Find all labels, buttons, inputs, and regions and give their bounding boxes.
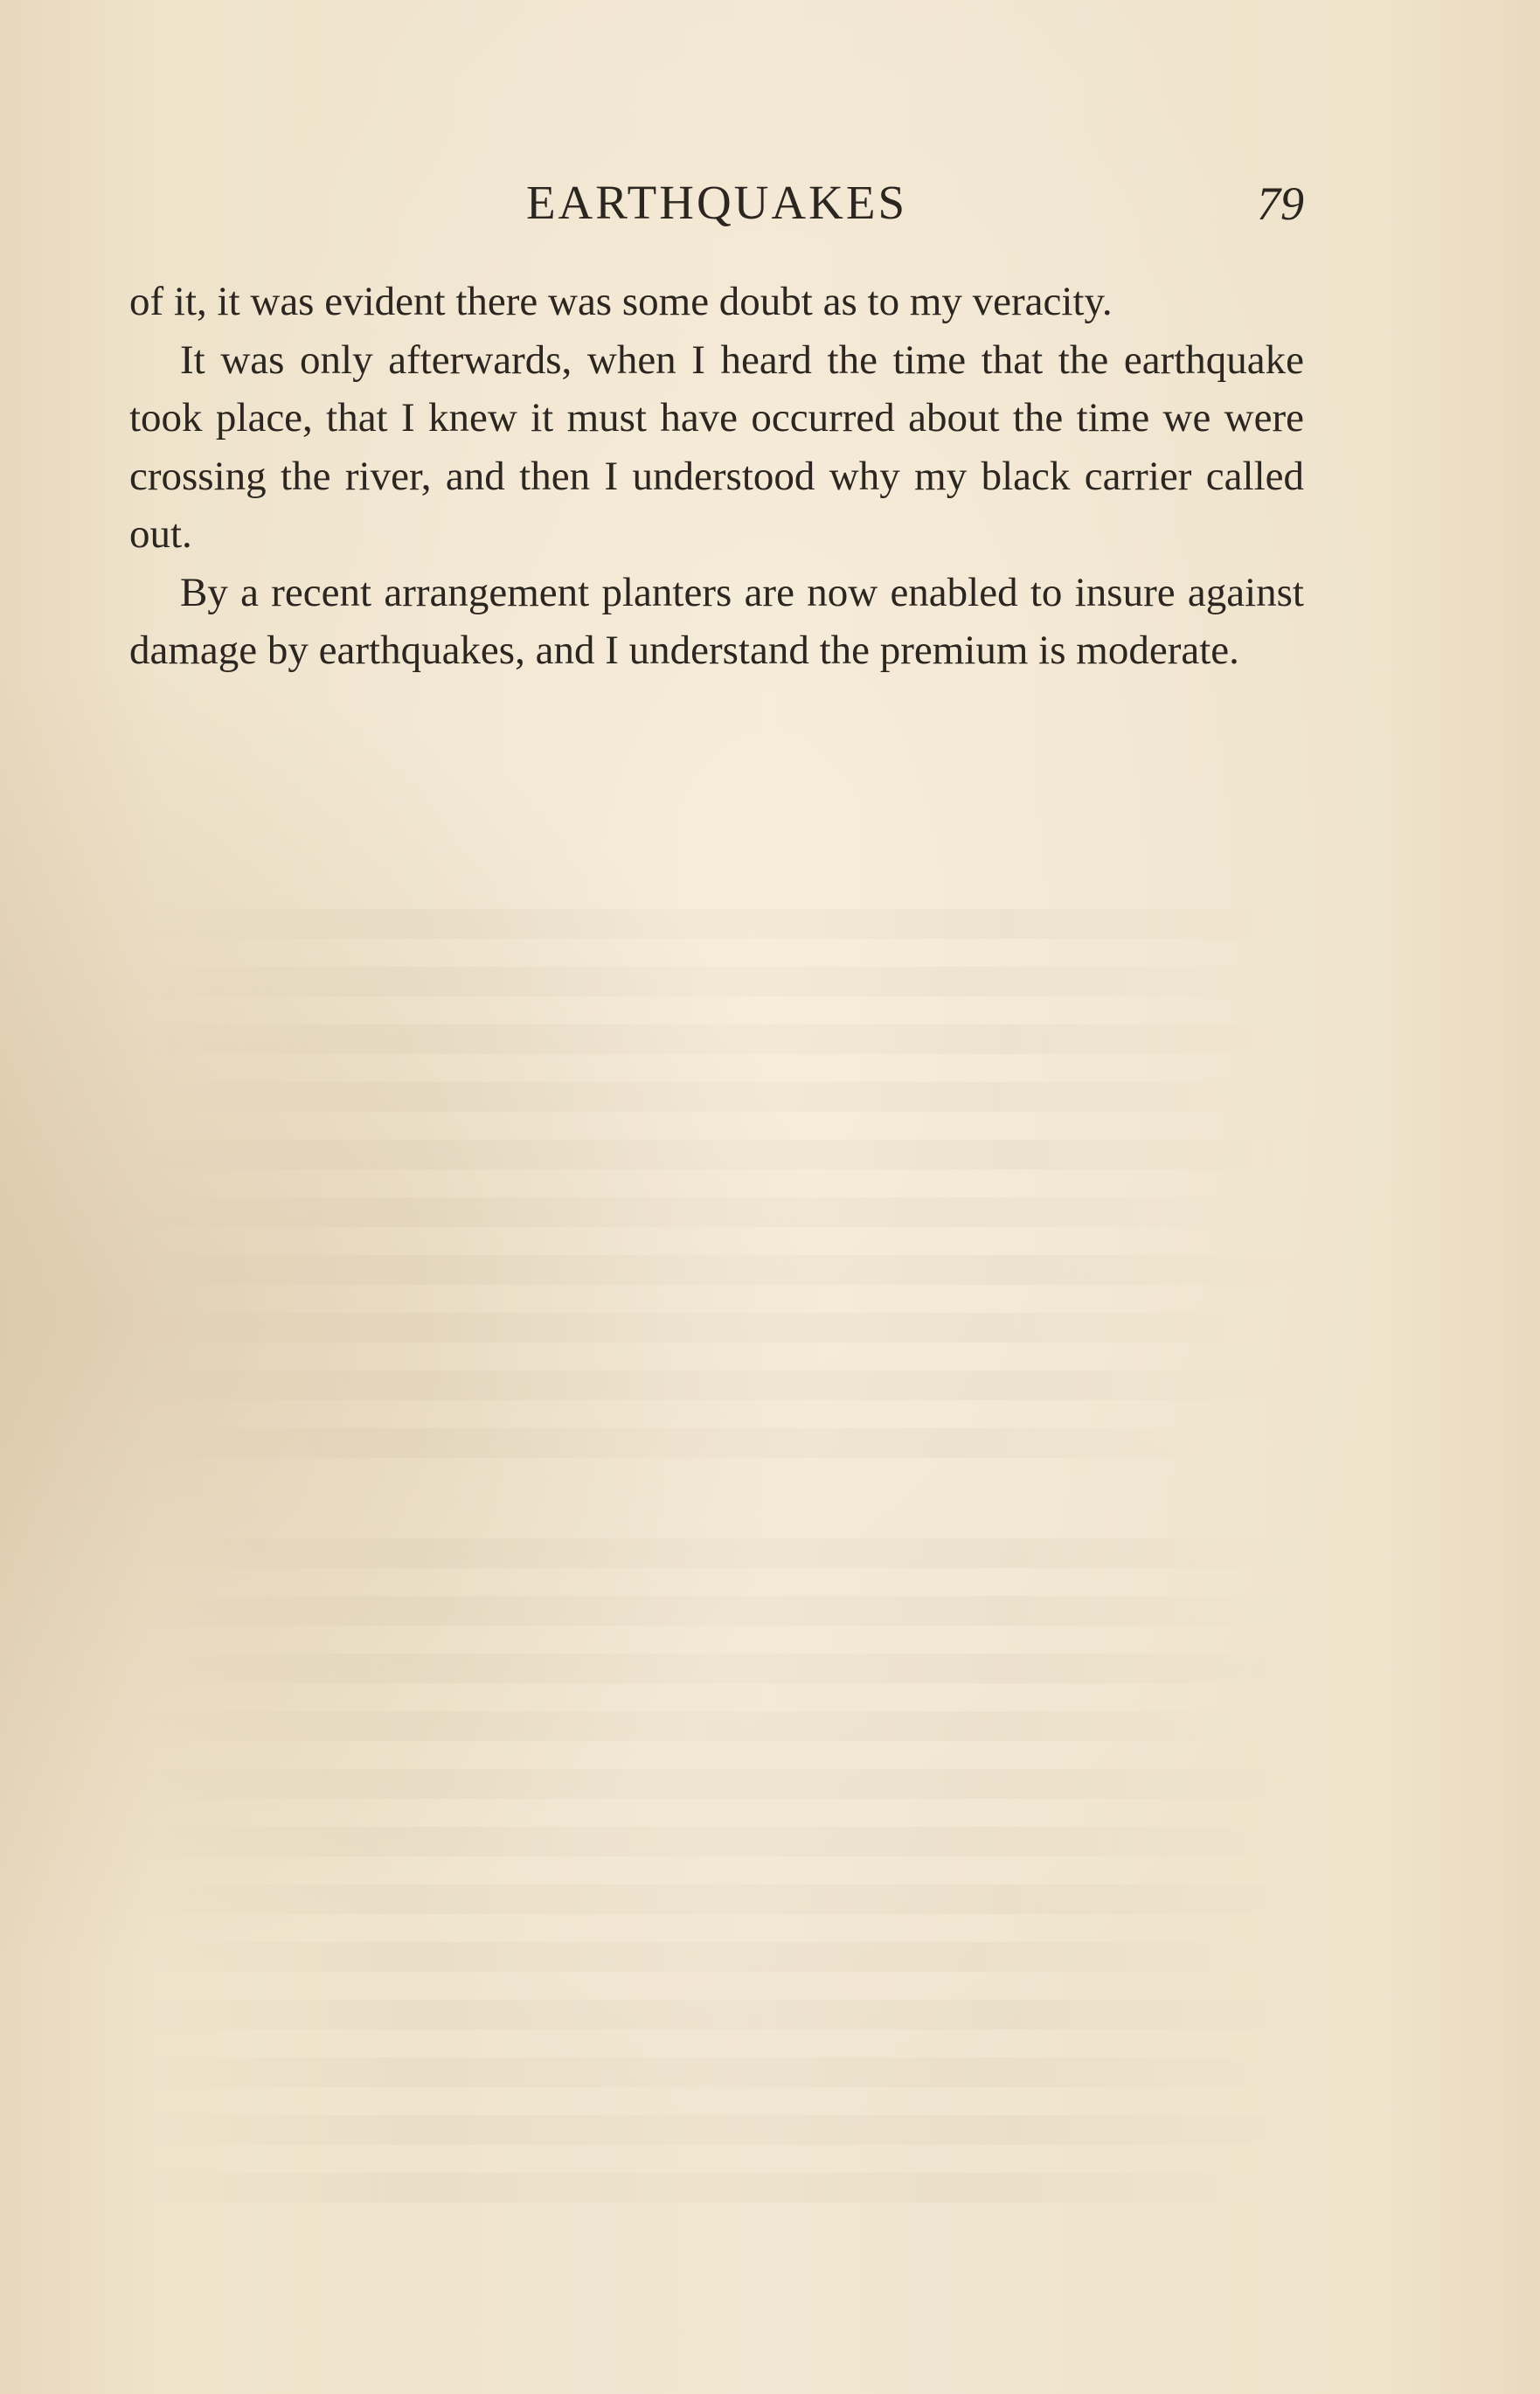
running-head [129,175,1304,236]
show-through-line [129,1255,1304,1285]
show-through-line [129,1654,1304,1683]
show-through-line [129,1538,1304,1568]
show-through-line [129,2173,1266,2203]
show-through-line [129,1313,1274,1343]
paragraph-insurance: By a recent arrangement planters are now enabled to insure against damage by earthquakes, and I understand the premium is moderate. [129,569,1304,673]
chapter-title: EARTHQUAKES [525,176,908,229]
page-number: 79 [1257,177,1304,230]
show-through-line [129,1197,1248,1227]
body-text [129,273,1304,680]
show-through-line [129,909,1304,939]
show-through-line [129,2057,1283,2087]
show-through-line [129,1082,1283,1112]
show-through-line [129,967,1266,996]
show-through-line [129,2115,1304,2145]
show-through-line [129,1711,1266,1741]
show-through-line [129,1596,1292,1626]
show-through-texture [129,874,1304,2255]
show-through-line [129,1428,1231,1458]
show-through-line [129,2000,1304,2030]
paragraph-earthquake-timing: It was only afterwards, when I heard the time that the earthquake took place, that I knew it must have occurred about the time we were crossing the river, and then I understood why my black carrier called out. [129,337,1304,557]
show-through-line [129,1024,1304,1054]
show-through-line [129,1942,1257,1972]
show-through-line [129,1827,1283,1856]
show-through-line [129,1769,1304,1799]
show-through-line [129,1140,1304,1169]
show-through-line [129,1884,1304,1914]
show-through-line [129,1370,1304,1400]
paragraph-continuation: of it, it was evident there was some doubt as to my veracity. [129,279,1113,324]
